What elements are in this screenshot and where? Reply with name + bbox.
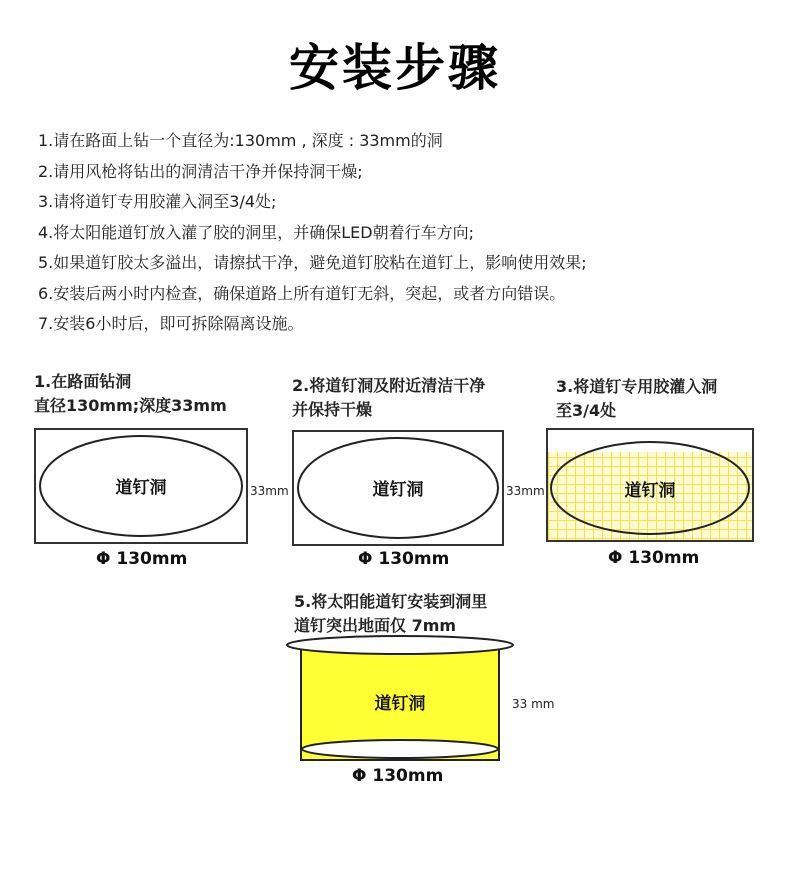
diagram-5-top-ellipse — [287, 636, 513, 654]
step-6: 6.安装后两小时内检查，确保道路上所有道钉无斜，突起，或者方向错误。 — [38, 283, 566, 303]
diagram-1-hole-label: 道钉洞 — [115, 478, 167, 498]
step-1: 1.请在路面上钻一个直径为:130mm , 深度 : 33mm的洞 — [38, 131, 443, 150]
step-5: 5.如果道钉胶太多溢出，请擦拭干净，避免道钉胶粘在道钉上，影响使用效果; — [38, 253, 587, 272]
step-3: 3.请将道钉专用胶灌入洞至3/4处; — [38, 192, 277, 211]
diagram-3-hole-label: 道钉洞 — [624, 481, 676, 501]
diagram-2-diameter: Φ 130mm — [358, 549, 450, 569]
diagram-1-road-section — [34, 428, 248, 544]
diagram-5-bottom-ellipse — [302, 740, 498, 758]
diagram-3-caption — [556, 375, 717, 423]
diagram-1-hole-svg — [36, 430, 246, 542]
diagram-2-hole-label: 道钉洞 — [372, 480, 424, 500]
diagram-2-caption — [292, 374, 485, 422]
diagram-3-caption-line2: 至3/4处 — [556, 401, 617, 420]
diagram-1-diameter: Φ 130mm — [96, 549, 188, 569]
step-4: 4.将太阳能道钉放入灌了胶的洞里，并确保LED朝着行车方向; — [38, 222, 475, 242]
diagram-2-caption-line1: 2.将道钉洞及附近清洁干净 — [292, 376, 486, 395]
diagram-2-depth: 33mm — [506, 484, 545, 498]
diagram-5-depth: 33 mm — [512, 697, 555, 711]
diagram-1-caption-line2: 直径130mm;深度33mm — [34, 396, 227, 415]
diagram-1-caption-line1: 1.在路面钻洞 — [34, 372, 132, 391]
diagram-2-caption-line2: 并保持干燥 — [292, 400, 373, 419]
page-title: 安装步骤 — [289, 39, 501, 97]
step-7: 7.安装6小时后，即可拆除隔离设施。 — [38, 314, 304, 333]
diagram-3-hole-svg — [548, 430, 752, 540]
diagram-3-road-section — [546, 428, 754, 542]
diagram-5-diameter: Φ 130mm — [352, 766, 444, 786]
diagram-1-depth: 33mm — [250, 484, 289, 498]
step-2: 2.请用风枪将钻出的洞清洁干净并保持洞干燥; — [38, 161, 363, 181]
diagram-5-stud-svg — [284, 632, 534, 768]
diagram-3-caption-line1: 3.将道钉专用胶灌入洞 — [556, 377, 718, 396]
diagram-2-road-section — [292, 430, 504, 546]
install-steps-list — [38, 128, 768, 342]
diagram-5-stud-label: 道钉洞 — [374, 694, 426, 714]
diagram-3-diameter: Φ 130mm — [608, 548, 700, 568]
diagram-5-caption — [294, 590, 487, 638]
diagram-2-hole-svg — [294, 432, 502, 544]
diagram-5-caption-line2: 道钉突出地面仅 7mm — [294, 616, 457, 635]
diagram-1-caption — [34, 370, 227, 418]
diagram-5-caption-line1: 5.将太阳能道钉安装到洞里 — [294, 592, 488, 611]
